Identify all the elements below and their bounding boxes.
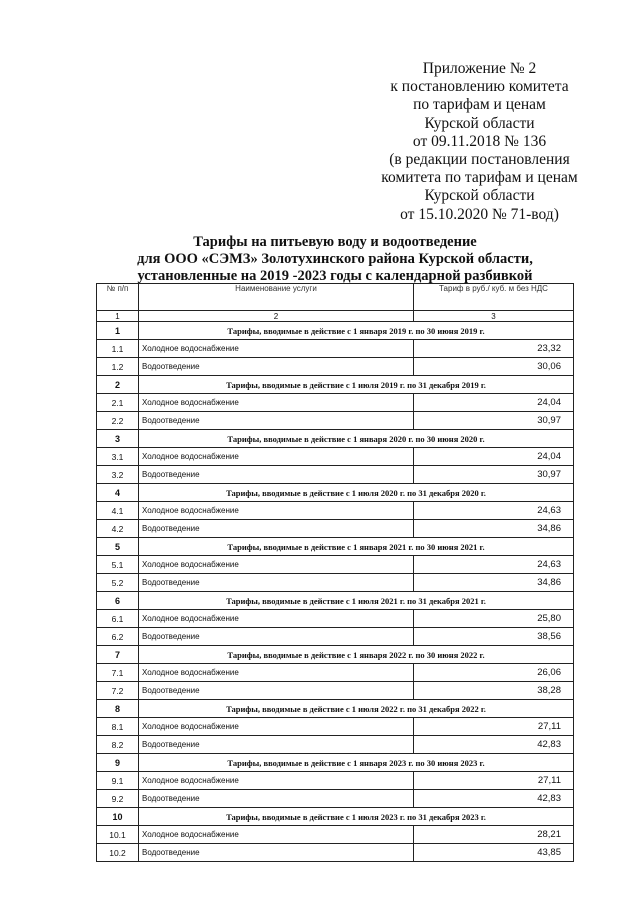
row-number: 6.2: [97, 628, 139, 646]
annex-line: Курской области: [424, 187, 535, 205]
service-name: Холодное водоснабжение: [139, 826, 414, 844]
row-number: 7.2: [97, 682, 139, 700]
row-number: 5.2: [97, 574, 139, 592]
period-number: 1: [97, 322, 139, 340]
table-row: [97, 790, 574, 808]
tariff-value: 42,83: [414, 790, 574, 808]
row-number: 6.1: [97, 610, 139, 628]
service-name: Водоотведение: [139, 628, 414, 646]
tariff-value: 27,11: [414, 772, 574, 790]
row-number: 2.2: [97, 412, 139, 430]
table-row: [97, 520, 574, 538]
column-numbers-row: [97, 311, 574, 322]
service-name: Холодное водоснабжение: [139, 502, 414, 520]
period-row: [97, 484, 574, 502]
tariff-table: [96, 283, 574, 862]
table-row: [97, 610, 574, 628]
row-number: 9.1: [97, 772, 139, 790]
annex-line: от 09.11.2018 № 136: [412, 132, 547, 150]
tariff-value: 38,28: [414, 682, 574, 700]
tariff-value: 24,04: [414, 394, 574, 412]
service-name: Водоотведение: [139, 844, 414, 862]
period-row: [97, 538, 574, 556]
period-title: Тарифы, вводимые в действие с 1 июля 2023 г. по 31 декабря 2023 г.: [139, 808, 574, 826]
service-name: Водоотведение: [139, 682, 414, 700]
tariff-value: 30,97: [414, 466, 574, 484]
service-name: Холодное водоснабжение: [139, 448, 414, 466]
title-line: установленные на 2019 -2023 годы с календарной разбивкой: [137, 268, 533, 284]
table-header-row: [97, 284, 574, 311]
period-row: [97, 808, 574, 826]
tariff-value: 34,86: [414, 520, 574, 538]
row-number: 4.2: [97, 520, 139, 538]
row-number: 3.2: [97, 466, 139, 484]
period-title: Тарифы, вводимые в действие с 1 января 2022 г. по 30 июня 2022 г.: [139, 646, 574, 664]
row-number: 3.1: [97, 448, 139, 466]
row-number: 10.1: [97, 826, 139, 844]
table-row: [97, 736, 574, 754]
table-row: [97, 502, 574, 520]
column-number: 2: [139, 311, 414, 322]
service-name: Водоотведение: [139, 520, 414, 538]
table-row: [97, 394, 574, 412]
period-row: [97, 754, 574, 772]
period-title: Тарифы, вводимые в действие с 1 июля 2021 г. по 31 декабря 2021 г.: [139, 592, 574, 610]
table-row: [97, 718, 574, 736]
table-row: [97, 844, 574, 862]
annex-line: к постановлению комитета: [390, 78, 569, 96]
period-number: 8: [97, 700, 139, 718]
period-title: Тарифы, вводимые в действие с 1 июля 2019 г. по 31 декабря 2019 г.: [139, 376, 574, 394]
service-name: Водоотведение: [139, 790, 414, 808]
period-title: Тарифы, вводимые в действие с 1 июля 2020 г. по 31 декабря 2020 г.: [139, 484, 574, 502]
row-number: 5.1: [97, 556, 139, 574]
table-row: [97, 466, 574, 484]
document-title: [100, 234, 570, 285]
period-number: 3: [97, 430, 139, 448]
row-number: 10.2: [97, 844, 139, 862]
service-name: Холодное водоснабжение: [139, 664, 414, 682]
tariff-value: 24,63: [414, 502, 574, 520]
tariff-value: 28,21: [414, 826, 574, 844]
service-name: Водоотведение: [139, 574, 414, 592]
annex-line: Приложение № 2: [422, 60, 537, 77]
tariff-value: 38,56: [414, 628, 574, 646]
service-name: Холодное водоснабжение: [139, 340, 414, 358]
service-name: Холодное водоснабжение: [139, 610, 414, 628]
row-number: 9.2: [97, 790, 139, 808]
header-number: № п/п: [97, 284, 139, 311]
table-row: [97, 412, 574, 430]
row-number: 1.1: [97, 340, 139, 358]
service-name: Холодное водоснабжение: [139, 556, 414, 574]
annex-line: комитета по тарифам и ценам: [381, 169, 578, 187]
period-row: [97, 376, 574, 394]
service-name: Холодное водоснабжение: [139, 718, 414, 736]
tariff-value: 24,63: [414, 556, 574, 574]
service-name: Водоотведение: [139, 736, 414, 754]
row-number: 7.1: [97, 664, 139, 682]
tariff-value: 27,11: [414, 718, 574, 736]
tariff-value: 30,06: [414, 358, 574, 376]
period-number: 2: [97, 376, 139, 394]
period-number: 9: [97, 754, 139, 772]
period-title: Тарифы, вводимые в действие с 1 января 2019 г. по 30 июня 2019 г.: [139, 322, 574, 340]
service-name: Водоотведение: [139, 412, 414, 430]
annex-header: [372, 60, 587, 224]
period-number: 4: [97, 484, 139, 502]
annex-line: от 15.10.2020 № 71-вод): [400, 205, 559, 223]
period-number: 7: [97, 646, 139, 664]
period-row: [97, 322, 574, 340]
table-row: [97, 448, 574, 466]
table-row: [97, 574, 574, 592]
row-number: 8.1: [97, 718, 139, 736]
period-number: 5: [97, 538, 139, 556]
table-row: [97, 628, 574, 646]
row-number: 8.2: [97, 736, 139, 754]
header-tariff: Тариф в руб./ куб. м без НДС: [414, 284, 574, 311]
service-name: Холодное водоснабжение: [139, 772, 414, 790]
table-row: [97, 682, 574, 700]
tariff-value: 24,04: [414, 448, 574, 466]
period-title: Тарифы, вводимые в действие с 1 июля 2022 г. по 31 декабря 2022 г.: [139, 700, 574, 718]
service-name: Водоотведение: [139, 358, 414, 376]
row-number: 4.1: [97, 502, 139, 520]
tariff-value: 30,97: [414, 412, 574, 430]
service-name: Холодное водоснабжение: [139, 394, 414, 412]
title-line: для ООО «СЭМЗ» Золотухинского района Курской области,: [137, 251, 533, 267]
period-title: Тарифы, вводимые в действие с 1 января 2021 г. по 30 июня 2021 г.: [139, 538, 574, 556]
tariff-value: 26,06: [414, 664, 574, 682]
table-row: [97, 340, 574, 358]
tariff-value: 34,86: [414, 574, 574, 592]
period-number: 6: [97, 592, 139, 610]
annex-line: по тарифам и ценам: [413, 96, 546, 114]
period-number: 10: [97, 808, 139, 826]
row-number: 2.1: [97, 394, 139, 412]
tariff-value: 23,32: [414, 340, 574, 358]
table-row: [97, 772, 574, 790]
period-title: Тарифы, вводимые в действие с 1 января 2020 г. по 30 июня 2020 г.: [139, 430, 574, 448]
table-row: [97, 826, 574, 844]
column-number: 3: [414, 311, 574, 322]
annex-line: (в редакции постановления: [389, 151, 570, 169]
period-row: [97, 592, 574, 610]
table-row: [97, 664, 574, 682]
title-line: Тарифы на питьевую воду и водоотведение: [193, 234, 477, 250]
tariff-value: 25,80: [414, 610, 574, 628]
annex-line: Курской области: [424, 114, 535, 132]
row-number: 1.2: [97, 358, 139, 376]
table-row: [97, 556, 574, 574]
period-row: [97, 646, 574, 664]
table-row: [97, 358, 574, 376]
tariff-value: 43,85: [414, 844, 574, 862]
tariff-value: 42,83: [414, 736, 574, 754]
period-row: [97, 700, 574, 718]
period-row: [97, 430, 574, 448]
service-name: Водоотведение: [139, 466, 414, 484]
header-service: Наименование услуги: [139, 284, 414, 311]
column-number: 1: [97, 311, 139, 322]
period-title: Тарифы, вводимые в действие с 1 января 2023 г. по 30 июня 2023 г.: [139, 754, 574, 772]
